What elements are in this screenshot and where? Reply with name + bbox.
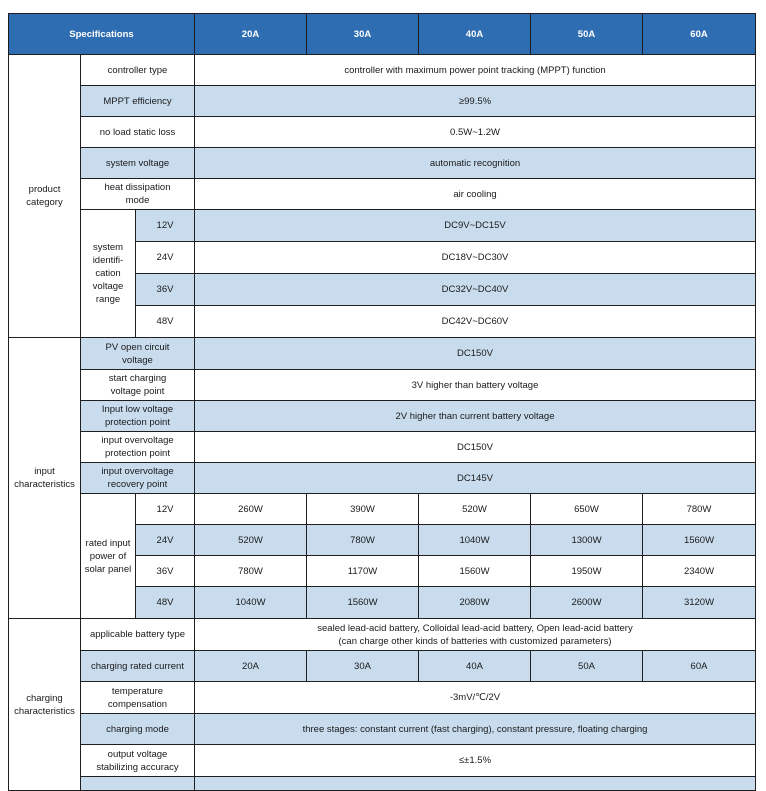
header-model-60a: 60A (643, 14, 756, 55)
header-model-50a: 50A (531, 14, 643, 55)
table-row (9, 619, 756, 651)
row-value: sealed lead-acid battery, Colloidal lead-acid battery, Open lead-acid battery (can charge other kinds of batteries with customized parameters) (195, 619, 756, 651)
header-model-20a: 20A (195, 14, 307, 55)
power-cell: 780W (195, 556, 307, 587)
power-cell: 1170W (307, 556, 419, 587)
row-value: DC145V (195, 463, 756, 494)
current-cell: 50A (531, 651, 643, 682)
table-row (9, 370, 756, 401)
power-cell: 650W (531, 494, 643, 525)
row-value: 3V higher than battery voltage (195, 370, 756, 401)
voltage-label: 24V (136, 525, 195, 556)
row-label: controller type (81, 55, 195, 86)
row-label: output voltage stabilizing accuracy (81, 745, 195, 777)
power-cell: 1040W (195, 587, 307, 619)
row-label: PV open circuit voltage (81, 338, 195, 370)
row-label: input overvoltage recovery point (81, 463, 195, 494)
group-input: input characteristics (9, 338, 81, 619)
row-value: ≥99.5% (195, 86, 756, 117)
table-row (9, 338, 756, 370)
table-row (9, 432, 756, 463)
power-cell: 2600W (531, 587, 643, 619)
row-label: input overvoltage protection point (81, 432, 195, 463)
row-value: air cooling (195, 179, 756, 210)
power-cell: 260W (195, 494, 307, 525)
row-value: 2V higher than current battery voltage (195, 401, 756, 432)
row-label: MPPT efficiency (81, 86, 195, 117)
row-value: ≤±1.5% (195, 745, 756, 777)
power-cell: 3120W (643, 587, 756, 619)
table-row (9, 148, 756, 179)
table-row-partial (9, 777, 756, 791)
row-value: three stages: constant current (fast charging), constant pressure, floating charging (195, 714, 756, 745)
voltage-label: 48V (136, 306, 195, 338)
table-row (9, 117, 756, 148)
row-value: 0.5W~1.2W (195, 117, 756, 148)
power-cell: 2340W (643, 556, 756, 587)
group-charging: charging characteristics (9, 619, 81, 791)
row-label: temperature compensation (81, 682, 195, 714)
table-row (9, 463, 756, 494)
row-label-cut (81, 777, 195, 791)
power-cell: 1560W (643, 525, 756, 556)
current-cell: 40A (419, 651, 531, 682)
header-model-30a: 30A (307, 14, 419, 55)
power-cell: 780W (643, 494, 756, 525)
row-label: system voltage (81, 148, 195, 179)
voltage-label: 12V (136, 494, 195, 525)
power-cell: 780W (307, 525, 419, 556)
voltage-label: 36V (136, 556, 195, 587)
table-row (9, 86, 756, 117)
row-value: DC150V (195, 432, 756, 463)
current-cell: 60A (643, 651, 756, 682)
header-model-40a: 40A (419, 14, 531, 55)
table-row (9, 401, 756, 432)
row-label: no load static loss (81, 117, 195, 148)
table-row (9, 494, 756, 525)
table-row (9, 179, 756, 210)
power-cell: 390W (307, 494, 419, 525)
current-cell: 20A (195, 651, 307, 682)
power-cell: 1560W (307, 587, 419, 619)
voltage-label: 36V (136, 274, 195, 306)
power-cell: 1950W (531, 556, 643, 587)
table-row (9, 55, 756, 86)
row-value: controller with maximum power point tracking (MPPT) function (195, 55, 756, 86)
range-label: system identifi- cation voltage range (81, 210, 136, 338)
voltage-label: 48V (136, 587, 195, 619)
table-row (9, 651, 756, 682)
row-value: DC42V~DC60V (195, 306, 756, 338)
spec-table (8, 13, 756, 791)
power-cell: 1040W (419, 525, 531, 556)
power-cell: 1560W (419, 556, 531, 587)
voltage-label: 12V (136, 210, 195, 242)
row-value: -3mV/℃/2V (195, 682, 756, 714)
row-label: start charging voltage point (81, 370, 195, 401)
row-label: charging rated current (81, 651, 195, 682)
power-cell: 520W (195, 525, 307, 556)
row-value: DC32V~DC40V (195, 274, 756, 306)
row-value-cut (195, 777, 756, 791)
group-product: product category (9, 55, 81, 338)
row-label: Input low voltage protection point (81, 401, 195, 432)
table-row (9, 210, 756, 242)
row-label: heat dissipation mode (81, 179, 195, 210)
row-value: DC150V (195, 338, 756, 370)
current-cell: 30A (307, 651, 419, 682)
row-value: DC18V~DC30V (195, 242, 756, 274)
power-cell: 1300W (531, 525, 643, 556)
row-value: DC9V~DC15V (195, 210, 756, 242)
row-label: applicable battery type (81, 619, 195, 651)
table-row (9, 682, 756, 714)
table-row (9, 714, 756, 745)
header-title: Specifications (9, 14, 195, 55)
row-label: charging mode (81, 714, 195, 745)
voltage-label: 24V (136, 242, 195, 274)
table-row (9, 745, 756, 777)
row-value: automatic recognition (195, 148, 756, 179)
rated-power-label: rated input power of solar panel (81, 494, 136, 619)
power-cell: 520W (419, 494, 531, 525)
power-cell: 2080W (419, 587, 531, 619)
header-row (9, 14, 756, 55)
